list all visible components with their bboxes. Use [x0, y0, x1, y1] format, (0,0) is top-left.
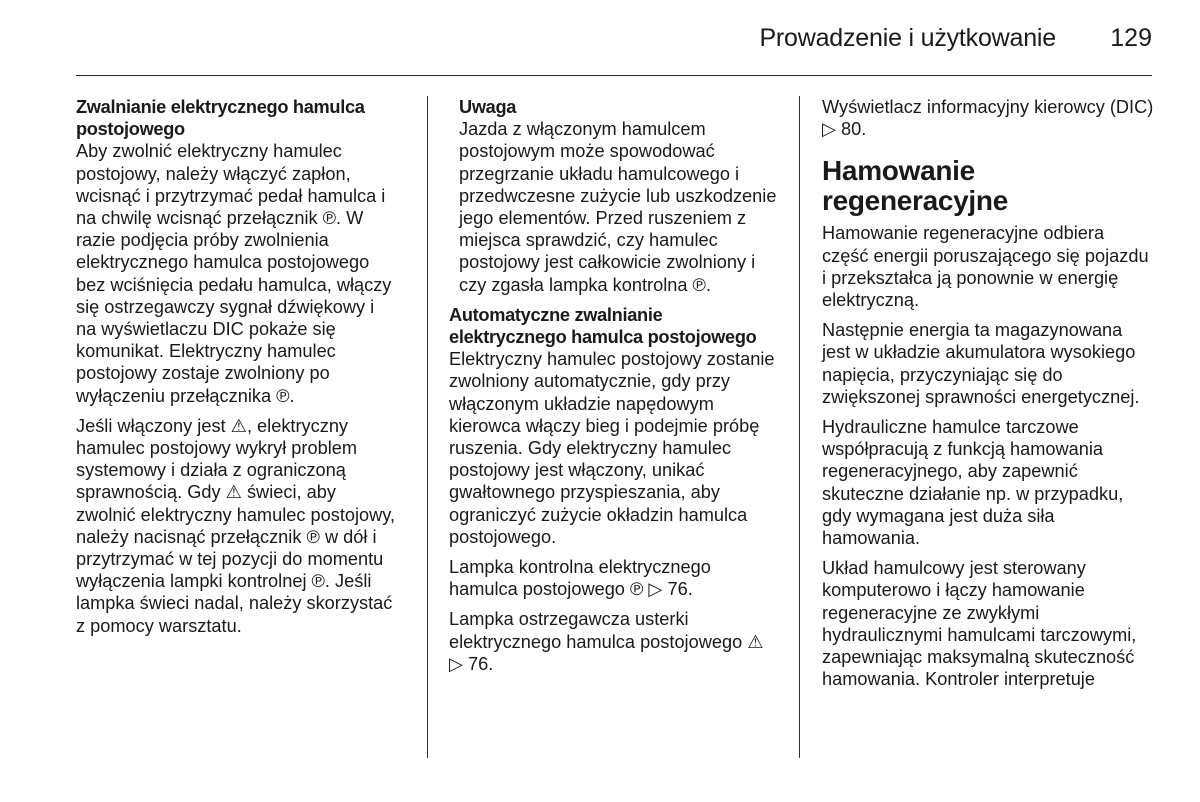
paragraph: Lampka kontrolna elektrycznego hamulca postojowego ℗ ▷ 76.	[449, 557, 711, 600]
section-heading-regenerative: Hamowanie regeneracyjne	[822, 155, 1008, 217]
paragraph: Lampka ostrzegawcza usterki elektrycznego hamulca postojowego ⚠ ▷ 76.	[449, 609, 764, 674]
header-rule	[76, 75, 1152, 76]
paragraph: Wyświetlacz informacyjny kierowcy (DIC) ▷ 80.	[822, 97, 1154, 140]
paragraph: Hamowanie regeneracyjne odbiera część energii poruszającego się pojazdu i przekształca ją ponownie w energię elektryczną.	[822, 223, 1149, 311]
column-divider-1	[427, 96, 428, 758]
paragraph: Jeśli włączony jest ⚠, elektryczny hamulec postojowy wykrył problem systemowy i działa z ograniczoną sprawnością. Gdy ⚠ świeci, aby zwolnić elektryczny hamulec postojowy, należy nacisnąć przełącznik ℗ w dół i przytrzymać w tej pozycji do momentu wyłączenia lampki kontrolnej ℗. Jeśli lampka świeci nadal, należy skorzystać z pomocy warsztatu.	[76, 415, 396, 636]
note-box	[459, 96, 779, 296]
column-3	[822, 96, 1154, 698]
column-2	[449, 96, 779, 683]
paragraph: Elektryczny hamulec postojowy zostanie zwolniony automatycznie, gdy przy włączonym układzie napędowym kierowca włączy bieg i podejmie próbę ruszenia. Gdy elektryczny hamulec postojowy jest włączony, unikać gwałtownego przyspieszania, aby ograniczyć zużycie okładzin hamulca postojowego.	[449, 349, 775, 547]
note-text: Jazda z włączonym hamulcem postojowym może spowodować przegrzanie układu hamulcowego i przedwczesne zużycie lub uszkodzenie jego elementów. Przed ruszeniem z miejsca sprawdzić, czy hamulec postojowy jest całkowicie zwolniony i czy zgasła lampka kontrolna ℗.	[459, 119, 777, 295]
paragraph: Aby zwolnić elektryczny hamulec postojowy, należy włączyć zapłon, wcisnąć i przytrzymać pedał hamulca i na chwilę wcisnąć przełącznik ℗. W razie podjęcia próby zwolnienia elektrycznego hamulca postojowego bez wciśnięcia pedału hamulca, włączy się ostrzegawczy sygnał dźwiękowy i na wyświetlaczu DIC pokaże się komunikat. Elektryczny hamulec postojowy zostaje zwolniony po wyłączeniu przełącznika ℗.	[76, 141, 392, 406]
section-heading-release: Zwalnianie elektrycznego hamulca postojowego	[76, 97, 365, 140]
paragraph: Hydrauliczne hamulce tarczowe współpracują z funkcją hamowania regeneracyjnego, aby zapewnić skuteczne działanie np. w przypadku, gdy wymagana jest duża siła hamowania.	[822, 417, 1124, 549]
column-divider-2	[799, 96, 800, 758]
paragraph: Następnie energia ta magazynowana jest w układzie akumulatora wysokiego napięcia, przyczyniając się do zwiększonej sprawności energetycznej.	[822, 320, 1140, 407]
section-heading-auto-release: Automatyczne zwalnianie elektrycznego hamulca postojowego	[449, 304, 757, 348]
page-header	[76, 22, 1152, 76]
note-heading: Uwaga	[459, 97, 517, 117]
paragraph: Układ hamulcowy jest sterowany komputerowo i łączy hamowanie regeneracyjne ze zwykłymi hydraulicznymi hamulcami tarczowymi, zapewniając maksymalną skuteczność hamowania. Kontroler interpretuje	[822, 558, 1137, 690]
column-1	[76, 96, 398, 645]
running-header-title: Prowadzenie i użytkowanie	[759, 24, 1056, 52]
page-number: 129	[1110, 24, 1152, 52]
